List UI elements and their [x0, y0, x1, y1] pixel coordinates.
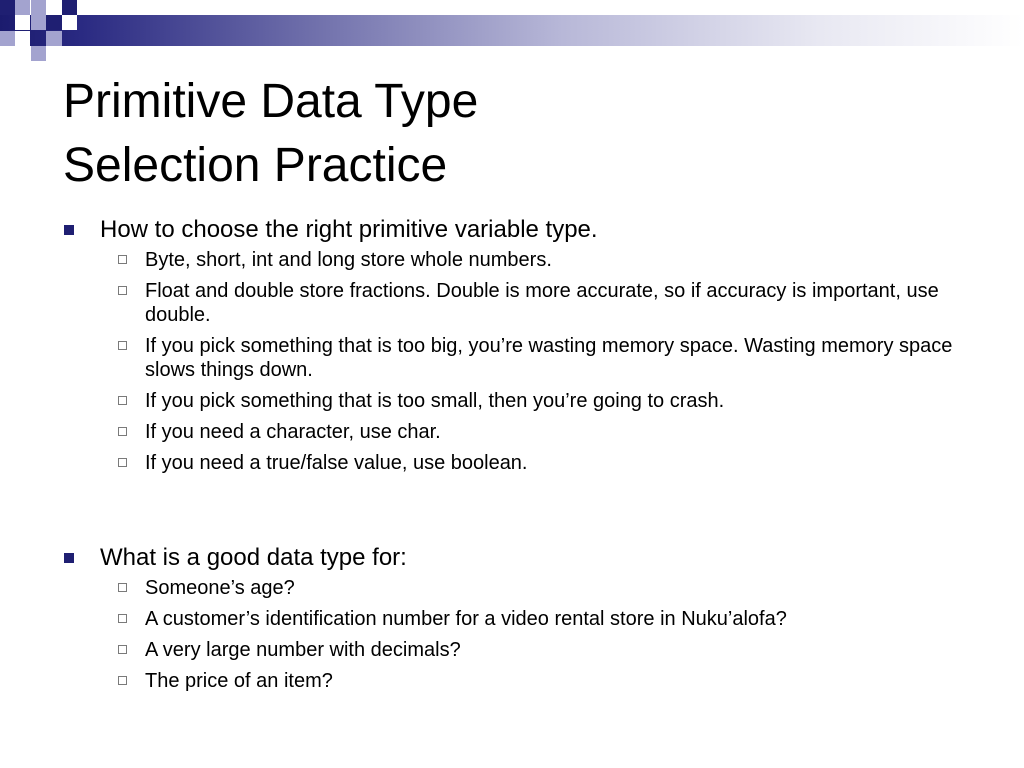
sub-bullet-item — [62, 334, 962, 382]
decor-square — [31, 15, 46, 30]
decor-square — [31, 46, 46, 61]
hollow-square-bullet-icon — [118, 255, 127, 264]
bullet-heading-text: What is a good data type for: — [100, 544, 407, 571]
decor-square — [31, 0, 46, 15]
sub-bullet-item — [62, 248, 962, 272]
decor-square — [62, 0, 77, 15]
title-line-1: Primitive Data Type — [63, 75, 479, 128]
sub-bullet-list — [62, 576, 962, 693]
sub-bullet-list — [62, 248, 962, 475]
sub-bullet-item — [62, 638, 962, 662]
sub-bullet-text: A very large number with decimals? — [145, 639, 461, 661]
hollow-square-bullet-icon — [118, 645, 127, 654]
hollow-square-bullet-icon — [118, 341, 127, 350]
decor-square — [46, 15, 62, 30]
sub-bullet-item — [62, 669, 962, 693]
slide-body — [62, 214, 962, 700]
sub-bullet-text: The price of an item? — [145, 670, 333, 692]
hollow-square-bullet-icon — [118, 286, 127, 295]
section-spacer — [62, 482, 962, 542]
square-bullet-icon — [64, 225, 74, 235]
hollow-square-bullet-icon — [118, 427, 127, 436]
sub-bullet-item — [62, 420, 962, 444]
hollow-square-bullet-icon — [118, 583, 127, 592]
decor-square — [15, 0, 30, 15]
bullet-heading — [62, 542, 962, 574]
sub-bullet-text: A customer’s identification number for a video rental store in Nuku’alofa? — [145, 608, 787, 630]
hollow-square-bullet-icon — [118, 676, 127, 685]
sub-bullet-text: Someone’s age? — [145, 577, 295, 599]
bullet-heading-text: How to choose the right primitive variable type. — [100, 216, 598, 243]
bullet-heading — [62, 214, 962, 246]
sub-bullet-item — [62, 576, 962, 600]
hollow-square-bullet-icon — [118, 396, 127, 405]
sub-bullet-item — [62, 607, 962, 631]
decor-square — [0, 0, 15, 15]
header-gradient-bar — [0, 15, 1024, 46]
sub-bullet-text: Float and double store fractions. Double is more accurate, so if accuracy is important, use double. — [145, 280, 939, 326]
square-bullet-icon — [64, 553, 74, 563]
hollow-square-bullet-icon — [118, 458, 127, 467]
hollow-square-bullet-icon — [118, 614, 127, 623]
decor-square — [15, 31, 30, 46]
decor-square — [62, 15, 77, 30]
sub-bullet-item — [62, 279, 962, 327]
sub-bullet-text: If you need a character, use char. — [145, 421, 441, 443]
sub-bullet-text: If you pick something that is too big, you’re wasting memory space. Wasting memory space slows things down. — [145, 335, 953, 381]
sub-bullet-text: If you need a true/false value, use boolean. — [145, 452, 528, 474]
title-line-2: Selection Practice — [63, 139, 448, 192]
sub-bullet-item — [62, 451, 962, 475]
sub-bullet-item — [62, 389, 962, 413]
slide-title — [63, 70, 963, 198]
sub-bullet-text: If you pick something that is too small, then you’re going to crash. — [145, 390, 725, 412]
sub-bullet-text: Byte, short, int and long store whole numbers. — [145, 249, 552, 271]
decor-square — [0, 31, 15, 46]
decor-square — [15, 15, 30, 30]
decor-square — [46, 31, 62, 46]
